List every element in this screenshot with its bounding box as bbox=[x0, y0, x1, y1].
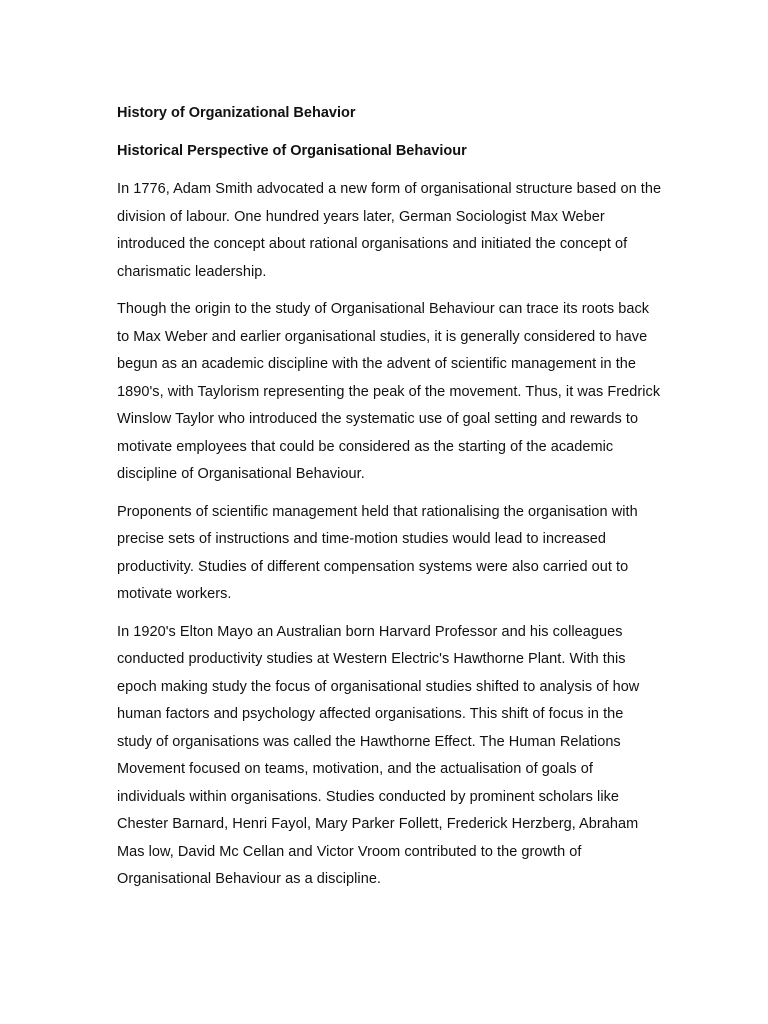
document-page bbox=[117, 100, 662, 904]
paragraph-adam-smith: In 1776, Adam Smith advocated a new form of organisational structure based on the division of labour. One hundred years later, German Sociologist Max Weber introduced the concept about rational organisations and initiated the concept of charismatic leadership. bbox=[117, 181, 662, 280]
document-subtitle: Historical Perspective of Organisational Behaviour bbox=[117, 143, 467, 159]
document-title: History of Organizational Behavior bbox=[117, 105, 356, 121]
paragraph-origin: Though the origin to the study of Organisational Behaviour can trace its roots back to Max Weber and earlier organisational studies, it is generally considered to have begun as an academic discipline with the advent of scientific management in the 1890's, with Taylorism representing the peak of the movement. Thus, it was Fredrick Winslow Taylor who introduced the systematic use of goal setting and rewards to motivate employees that could be considered as the starting of the academic discipline of Organisational Behaviour. bbox=[117, 301, 661, 482]
paragraph-hawthorne: In 1920's Elton Mayo an Australian born Harvard Professor and his colleagues conducted productivity studies at Western Electric's Hawthorne Plant. With this epoch making study the focus of organisational studies shifted to analysis of how human factors and psychology affected organisations. This shift of focus in the study of organisations was called the Hawthorne Effect. The Human Relations Movement focused on teams, motivation, and the actualisation of goals of individuals within organisations. Studies conducted by prominent scholars like Chester Barnard, Henri Fayol, Mary Parker Follett, Frederick Herzberg, Abraham Mas low, David Mc Cellan and Victor Vroom contributed to the growth of Organisational Behaviour as a discipline. bbox=[117, 623, 640, 887]
paragraph-scientific-management: Proponents of scientific management held that rationalising the organisation with precise sets of instructions and time-motion studies would lead to increased productivity. Studies of different compensation systems were also carried out to motivate workers. bbox=[117, 503, 638, 602]
